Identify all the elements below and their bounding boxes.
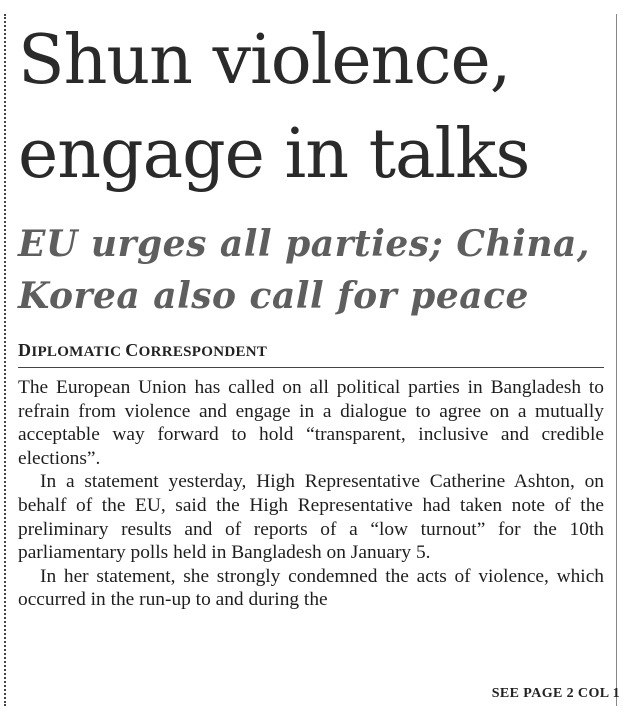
subheadline-line-2: Korea also call for peace [18, 275, 529, 317]
subheadline [18, 218, 608, 322]
headline [18, 14, 608, 202]
article-body [18, 376, 604, 612]
paragraph-3: In her statement, she strongly condemned the acts of violence, which occurred in the run-up to and during the [18, 565, 604, 611]
headline-line-2: engage in talks [18, 115, 530, 194]
continuation-jump[interactable]: SEE PAGE 2 COL 1 [491, 686, 620, 701]
byline-cap-1: D [18, 340, 32, 360]
paragraph-1: The European Union has called on all political parties in Bangladesh to refrain from violence and engage in a dialogue to agree on a mutually acceptable way forward to hold “transparent, inclusive and credible elections”. [18, 377, 604, 469]
byline-cap-2: C [125, 340, 139, 360]
headline-line-1: Shun violence, [18, 21, 511, 100]
byline-rest-1: IPLOMATIC [31, 344, 126, 360]
byline-rest-2: ORRESPONDENT [138, 344, 268, 360]
left-column-rule [4, 14, 6, 706]
subheadline-line-1: EU urges all parties; China, [18, 223, 590, 265]
byline [18, 340, 604, 368]
paragraph-2: In a statement yesterday, High Representative Catherine Ashton, on behalf of the EU, said the High Representative had taken note of the preliminary results and of reports of a “low turnout” for the 10th parliamentary polls held in Bangladesh on January 5. [18, 471, 604, 564]
right-column-rule [616, 14, 617, 706]
